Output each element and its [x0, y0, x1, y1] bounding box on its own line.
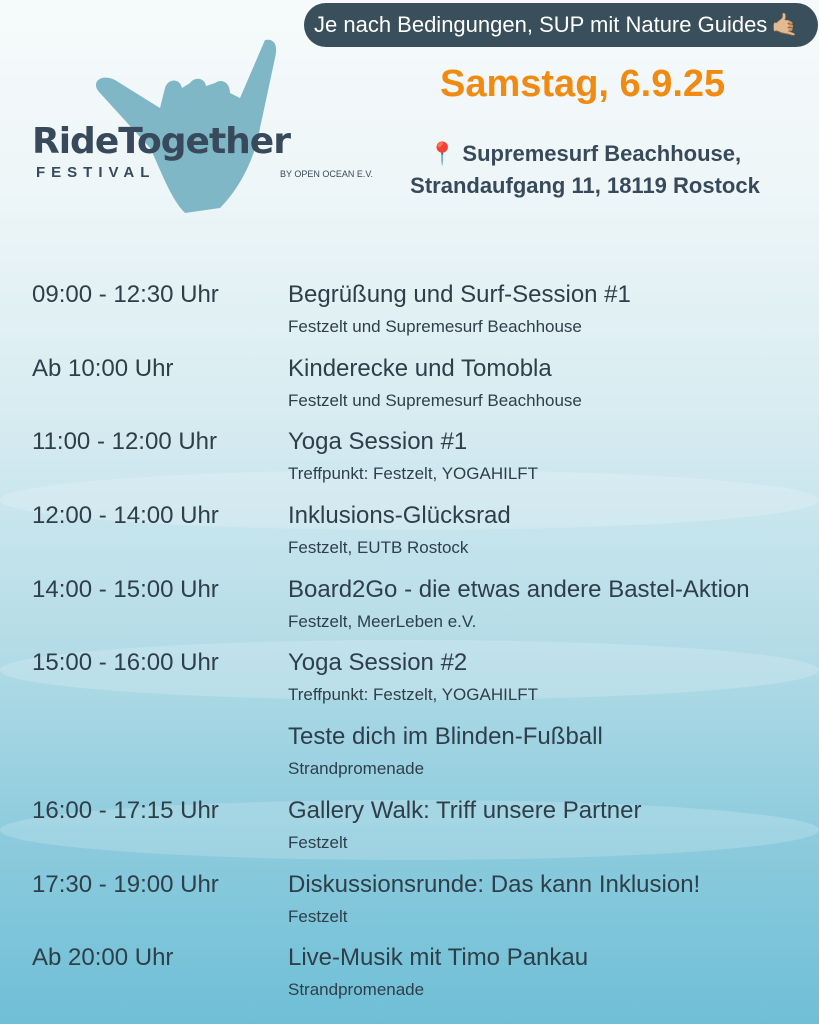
row-place: Festzelt [288, 906, 348, 926]
row-time: 16:00 - 17:15 Uhr [32, 796, 219, 824]
row-place: Treffpunkt: Festzelt, YOGAHILFT [288, 464, 539, 484]
event-date: Samstag, 6.9.25 [440, 63, 726, 105]
row-title: Gallery Walk: Triff unsere Partner [288, 796, 642, 824]
row-time: Ab 10:00 Uhr [32, 354, 174, 382]
location-line1: Supremesurf Beachhouse, [462, 141, 742, 166]
pin-icon: 📍 [428, 141, 457, 166]
shaka-emoji-icon: 🤙🏼 [771, 12, 799, 37]
row-title: Yoga Session #1 [288, 428, 468, 456]
schedule-list [0, 280, 819, 1017]
row-time: 11:00 - 12:00 Uhr [32, 428, 218, 456]
row-title: Inklusions-Glücksrad [288, 502, 511, 530]
schedule-row [0, 722, 819, 796]
logo-title: RideTogether [32, 121, 290, 162]
row-title: Kinderecke und Tomobla [288, 354, 552, 382]
ridetogether-logo [30, 38, 374, 218]
row-title: Diskussionsrunde: Das kann Inklusion! [288, 870, 701, 898]
banner-text: Je nach Bedingungen, SUP mit Nature Guides [314, 12, 768, 37]
event-location [370, 138, 800, 202]
schedule-row [0, 280, 819, 354]
row-time: 14:00 - 15:00 Uhr [32, 575, 219, 603]
row-time: Ab 20:00 Uhr [32, 944, 174, 972]
row-place: Festzelt und Supremesurf Beachhouse [288, 317, 582, 336]
row-time: 15:00 - 16:00 Uhr [32, 649, 219, 677]
row-place: Strandpromenade [288, 980, 425, 1000]
row-title: Live-Musik mit Timo Pankau [288, 944, 589, 972]
row-title: Board2Go - die etwas andere Bastel-Aktion [288, 575, 750, 603]
sup-banner [304, 3, 818, 47]
row-time: 09:00 - 12:30 Uhr [32, 281, 219, 308]
logo-by: BY OPEN OCEAN E.V. [280, 169, 374, 179]
schedule-row [0, 575, 819, 649]
row-place: Festzelt, EUTB Rostock [288, 538, 469, 558]
row-time: 17:30 - 19:00 Uhr [32, 870, 219, 898]
row-place: Festzelt [288, 832, 348, 852]
schedule-row [0, 870, 819, 944]
schedule-row [0, 354, 819, 428]
row-time: 12:00 - 14:00 Uhr [32, 502, 219, 530]
location-line2: Strandaufgang 11, 18119 Rostock [410, 173, 760, 198]
schedule-row [0, 648, 819, 722]
row-title: Begrüßung und Surf-Session #1 [288, 281, 631, 308]
row-place: Festzelt und Supremesurf Beachhouse [288, 390, 582, 410]
schedule-row [0, 427, 819, 501]
row-place: Festzelt, MeerLeben e.V. [288, 611, 477, 631]
logo-subtitle: FESTIVAL [36, 164, 156, 181]
row-place: Strandpromenade [288, 759, 425, 779]
row-title: Teste dich im Blinden-Fußball [288, 723, 603, 751]
schedule-row [0, 501, 819, 575]
row-place: Treffpunkt: Festzelt, YOGAHILFT [288, 685, 539, 705]
schedule-row [0, 943, 819, 1017]
schedule-row [0, 796, 819, 870]
row-title: Yoga Session #2 [288, 649, 468, 677]
